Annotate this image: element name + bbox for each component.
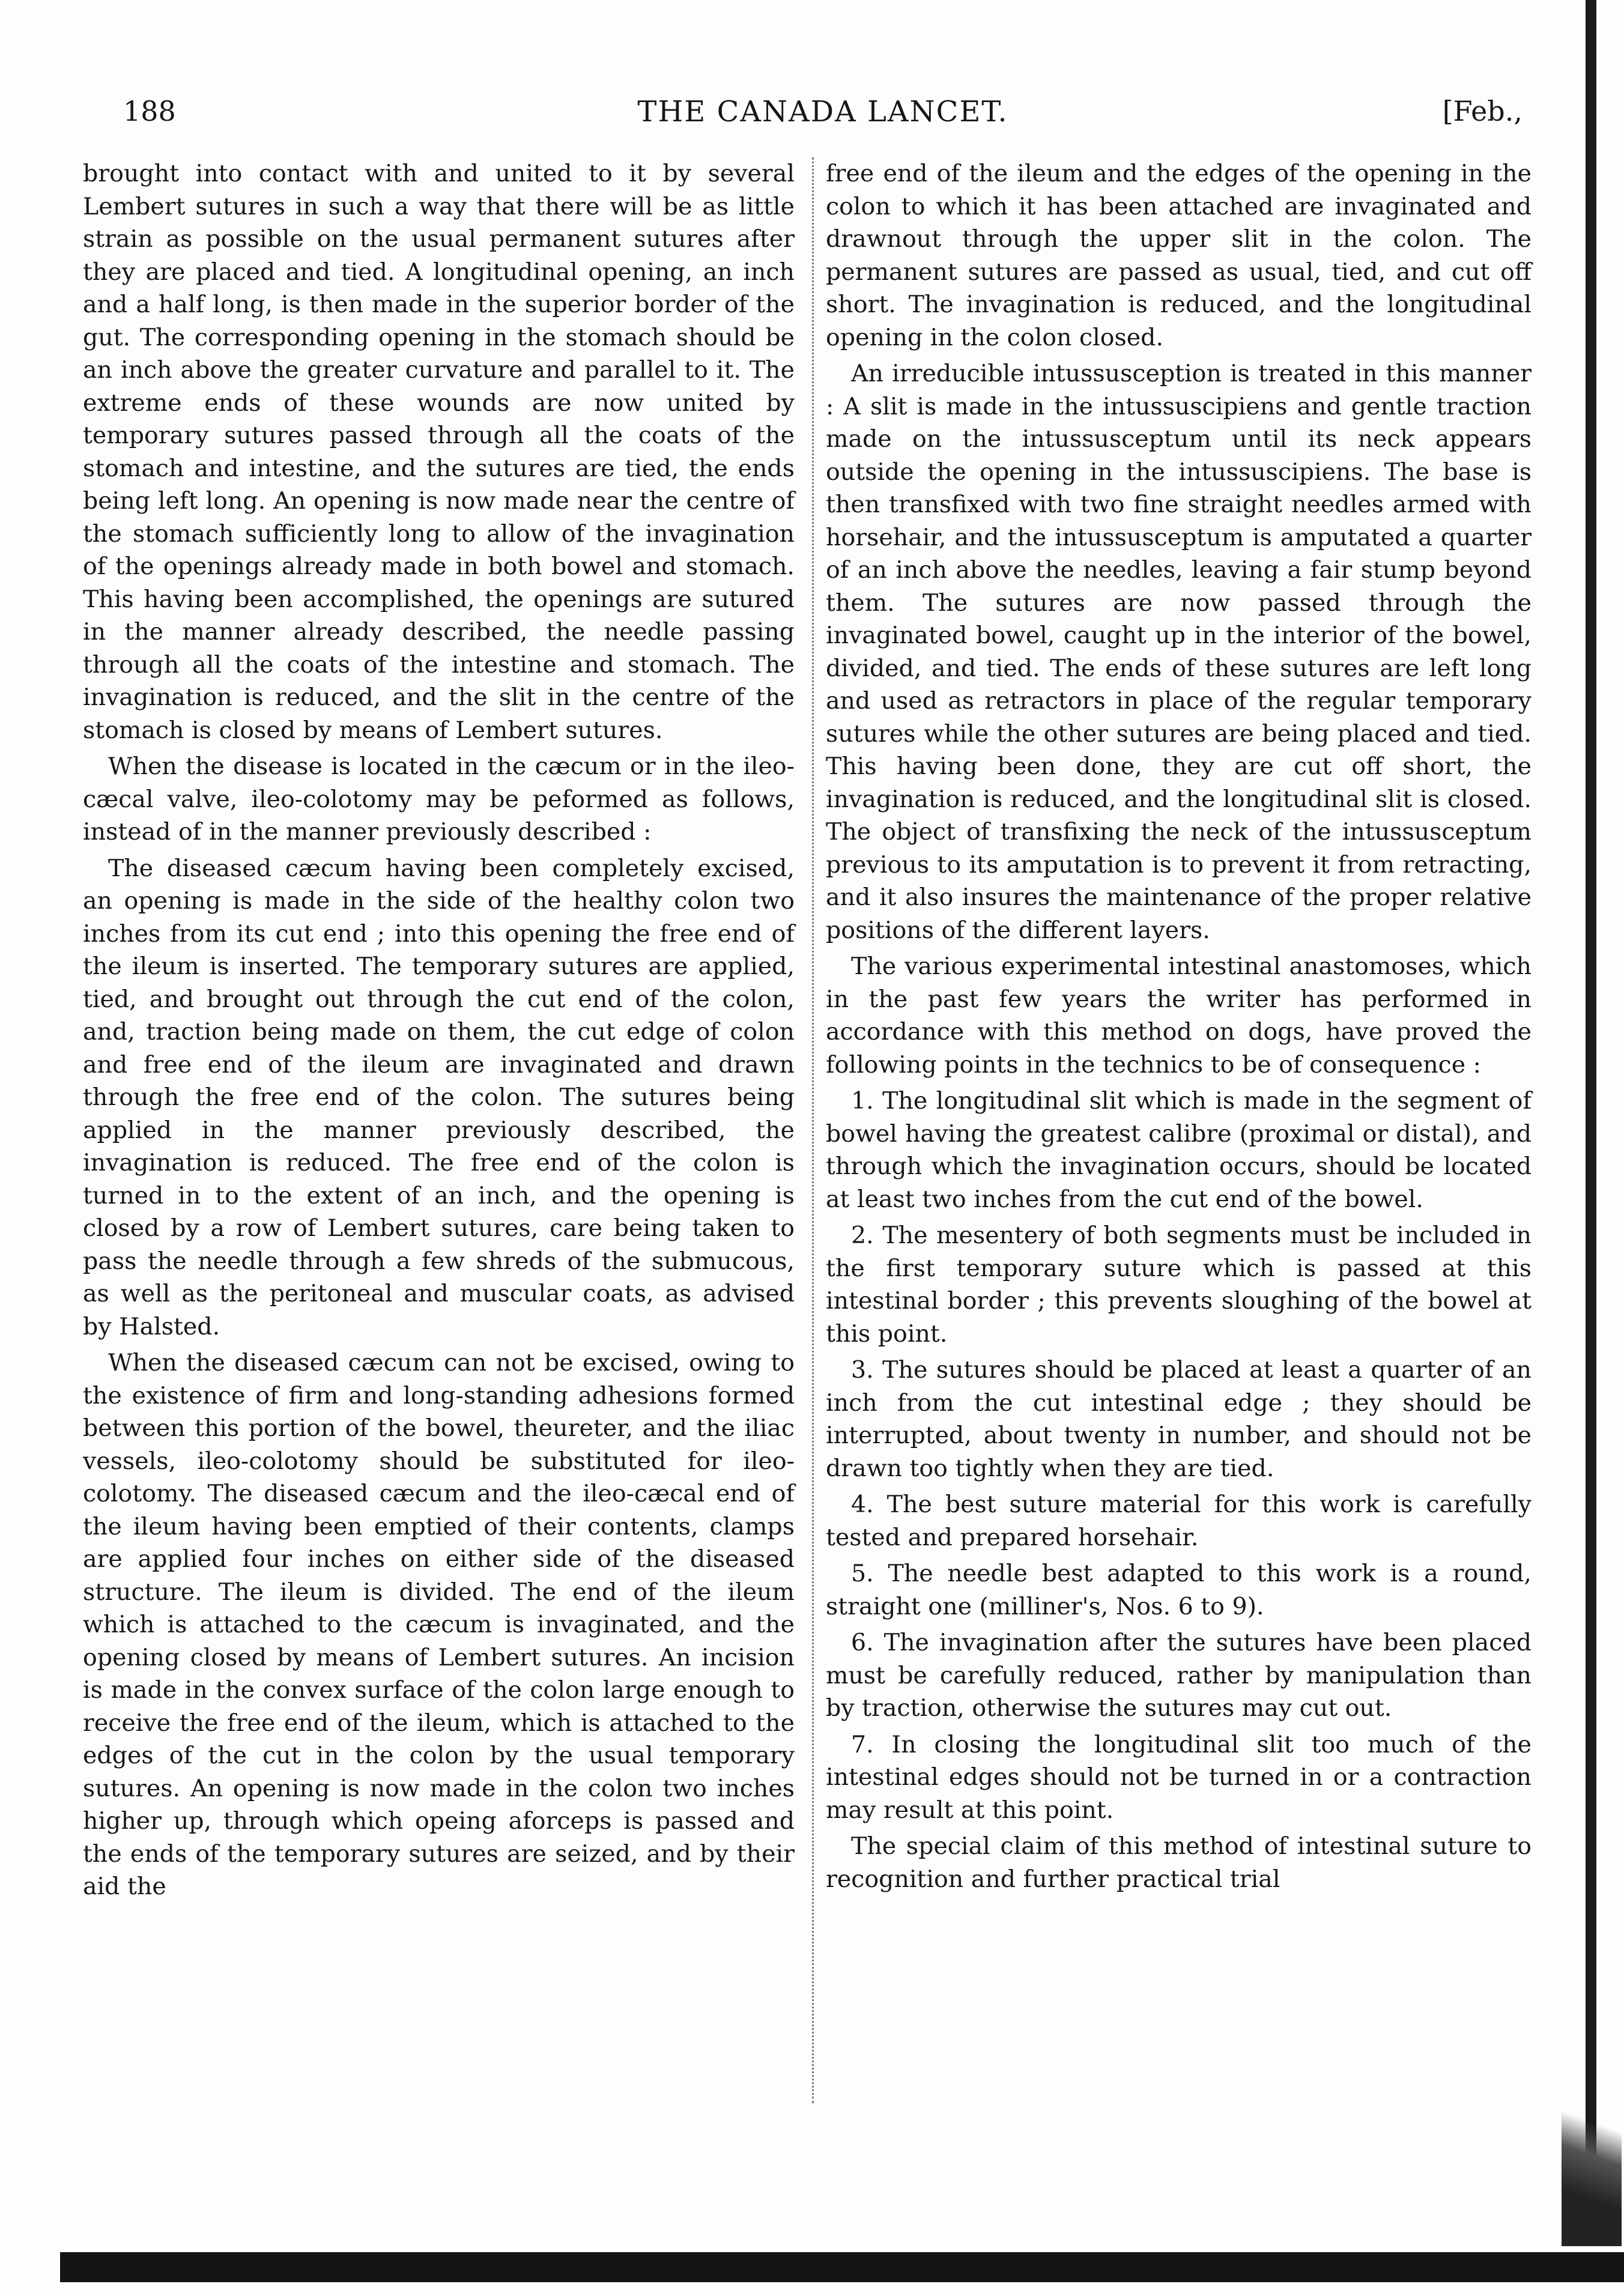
scan-bottom-border <box>60 2252 1624 2282</box>
page-number: 188 <box>123 95 176 127</box>
list-item: 2. The mesentery of both segments must be included in the first temporary suture which is passed at this intestinal border ; this prevents sloughing of the bowel at this point. <box>826 1222 1532 1348</box>
paragraph: When the disease is located in the cæcum or in the ileo-cæcal valve, ileo-colotomy may be peformed as follows, instead of in the manner previously described : <box>83 753 795 846</box>
paragraph: free end of the ileum and the edges of the opening in the colon to which it has been attached are invaginated and drawnout through the upper slit in the colon. The permanent sutures are passed as usual, tied, and cut off short. The invagination is reduced, and the longitudinal opening in the colon closed. <box>826 160 1532 351</box>
list-item: 3. The sutures should be placed at least a quarter of an inch from the cut intestinal edge ; they should be interrupted, about twenty in number, and should not be drawn too tightly when they are tied. <box>826 1356 1532 1482</box>
paragraph: brought into contact with and united to it by several Lembert sutures in such a way that there will be as little strain as possible on the usual permanent sutures after they are placed and tied. A longitudinal opening, an inch and a half long, is then made in the superior border of the gut. The corresponding opening in the stomach should be an inch above the greater curvature and parallel to it. The extreme ends of these wounds are now united by temporary sutures passed through all the coats of the stomach and intestine, and the sutures are tied, the ends being left long. An opening is now made near the centre of the stomach sufficiently long to allow of the invagination of the openings already made in both bowel and stomach. This having been accomplished, the openings are sutured in the manner already described, the needle passing through all the coats of the intestine and stomach. The invagination is reduced, and the slit in the centre of the stomach is closed by means of Lembert sutures. <box>83 160 795 744</box>
list-item: 6. The invagination after the sutures have been placed must be carefully reduced, rather by manipulation than by traction, otherwise the sutures may cut out. <box>826 1629 1532 1722</box>
list-item: 4. The best suture material for this work is carefully tested and prepared horsehair. <box>826 1491 1532 1551</box>
list-item: 5. The needle best adapted to this work is a round, straight one (milliner's, Nos. 6 to 9). <box>826 1560 1532 1620</box>
left-column <box>83 157 795 1907</box>
journal-title: THE CANADA LANCET. <box>637 95 1008 129</box>
paragraph: The special claim of this method of intestinal suture to recognition and further practical trial <box>826 1832 1532 1893</box>
list-item: 1. The longitudinal slit which is made in the segment of bowel having the greatest calibre (proximal or distal), and through which the invagination occurs, should be located at least two inches from the cut end of the bowel. <box>826 1087 1532 1213</box>
paragraph: When the diseased cæcum can not be excised, owing to the existence of firm and long-standing adhesions formed between this portion of the bowel, theureter, and the iliac vessels, ileo-colotomy should be substituted for ileo-colotomy. The diseased cæcum and the ileo-cæcal end of the ileum having been emptied of their contents, clamps are applied four inches on either side of the diseased structure. The ileum is divided. The end of the ileum which is attached to the cæcum is invaginated, and the opening closed by means of Lembert sutures. An incision is made in the convex surface of the colon large enough to receive the free end of the ileum, which is attached to the edges of the cut in the colon by the usual temporary sutures. An opening is now made in the colon two inches higher up, through which opeing aforceps is passed and the ends of the temporary sutures are seized, and by their aid the <box>83 1349 795 1900</box>
right-column <box>826 157 1532 1899</box>
paragraph: An irreducible intussusception is treated in this manner : A slit is made in the intussuscipiens and gentle traction made on the intussusceptum until its neck appears outside the opening in the intussuscipiens. The base is then transfixed with two fine straight needles armed with horsehair, and the intussusceptum is amputated a quarter of an inch above the needles, leaving a fair stump beyond them. The sutures are now passed through the invaginated bowel, caught up in the interior of the bowel, divided, and tied. The ends of these sutures are left long and used as retractors in place of the regular temporary sutures while the other sutures are being placed and tied. This having been done, they are cut off short, the invagination is reduced, and the longitudinal slit is closed. The object of transfixing the neck of the intussusceptum previous to its amputation is to prevent it from retracting, and it also insures the maintenance of the proper relative positions of the different layers. <box>826 360 1532 944</box>
column-divider <box>812 157 814 2103</box>
paragraph: The diseased cæcum having been completely excised, an opening is made in the side of the healthy colon two inches from its cut end ; into this opening the free end of the ileum is inserted. The temporary sutures are applied, tied, and brought out through the cut end of the colon, and, traction being made on them, the cut edge of colon and free end of the ileum are invaginated and drawn through the free end of the colon. The sutures being applied in the manner previously described, the invagination is reduced. The free end of the colon is turned in to the extent of an inch, and the opening is closed by a row of Lembert sutures, care being taken to pass the needle through a few shreds of the submucous, as well as the peritoneal and muscular coats, as advised by Halsted. <box>83 854 795 1340</box>
list-item: 7. In closing the longitudinal slit too much of the intestinal edges should not be turned in or a contraction may result at this point. <box>826 1730 1532 1824</box>
running-header <box>123 84 1522 138</box>
issue-month: [Feb., <box>1442 95 1522 127</box>
binding-edge <box>1586 0 1596 2246</box>
paragraph: The various experimental intestinal anastomoses, which in the past few years the writer has performed in accordance with this method on dogs, have proved the following points in the technics to be of consequence : <box>826 953 1532 1079</box>
page-corner-shadow <box>1562 2042 1622 2246</box>
